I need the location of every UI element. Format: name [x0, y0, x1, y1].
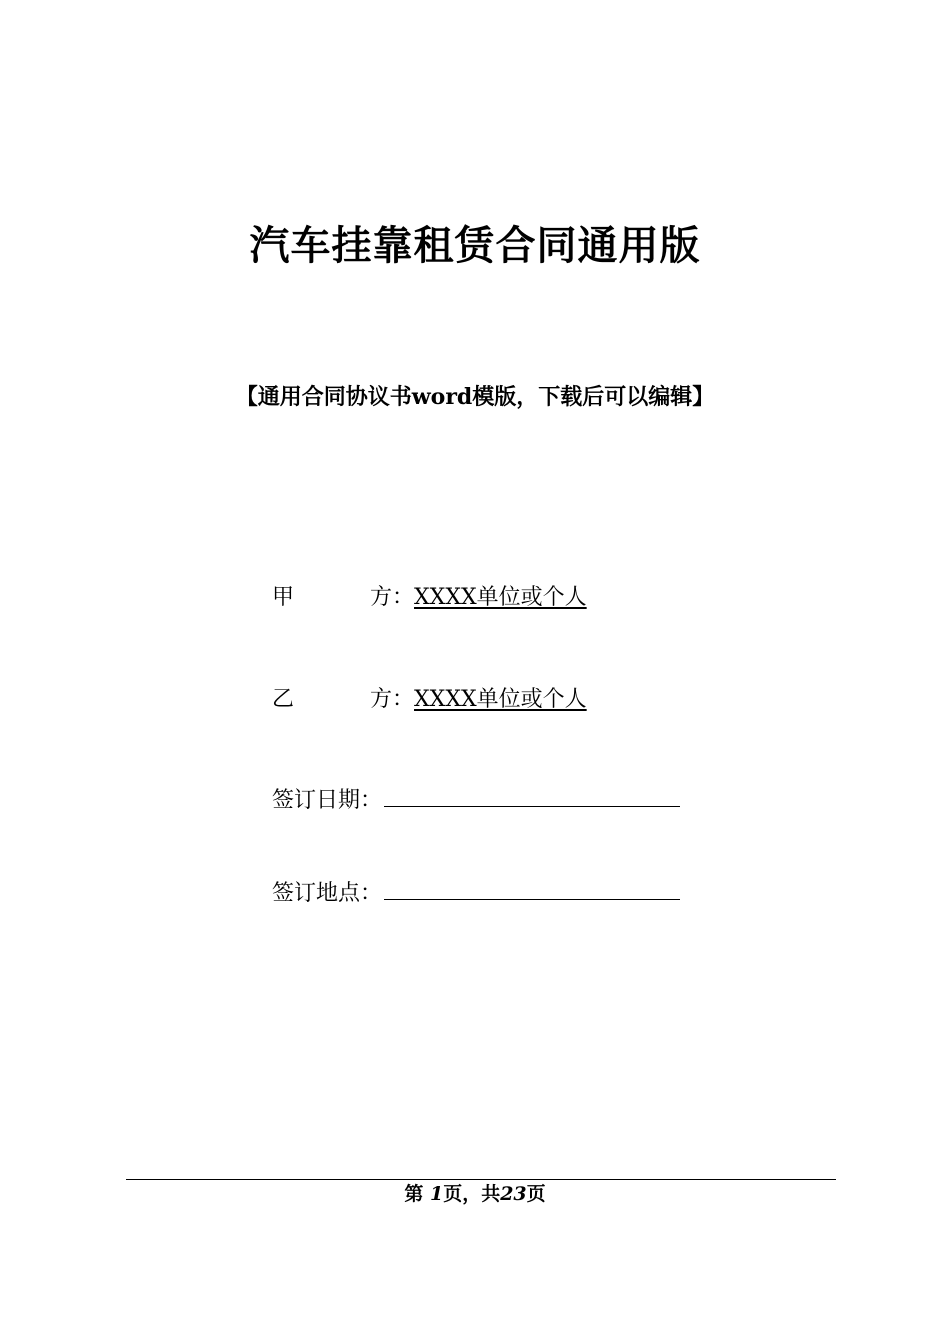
party-a-label-tail: 方： [370, 585, 415, 610]
party-a-line [272, 581, 587, 615]
signing-date-blank [384, 784, 680, 807]
party-a-value: XXXX单位或个人 [414, 585, 587, 610]
footer-total-pages: 23 [500, 1183, 527, 1205]
document-subtitle: 【通用合同协议书word模版，下载后可以编辑】 [235, 384, 715, 410]
party-a-label: 甲 [272, 585, 295, 610]
footer-page-number: 1 [429, 1183, 444, 1205]
party-b-value: XXXX单位或个人 [414, 687, 587, 712]
party-b-label-tail: 方： [370, 687, 415, 712]
page-footer [0, 1180, 950, 1208]
footer-middle: 页，共 [443, 1183, 501, 1205]
signing-place-label: 签订地点： [272, 881, 383, 906]
signing-date-line [272, 784, 680, 818]
signing-place-line [272, 877, 680, 911]
document-title: 汽车挂靠租赁合同通用版 [249, 222, 701, 269]
party-b-line [272, 683, 587, 717]
footer-prefix: 第 [404, 1183, 424, 1205]
footer-suffix: 页 [526, 1183, 546, 1205]
signing-place-blank [384, 877, 680, 900]
party-b-label: 乙 [272, 687, 295, 712]
signing-date-label: 签订日期： [272, 788, 383, 813]
